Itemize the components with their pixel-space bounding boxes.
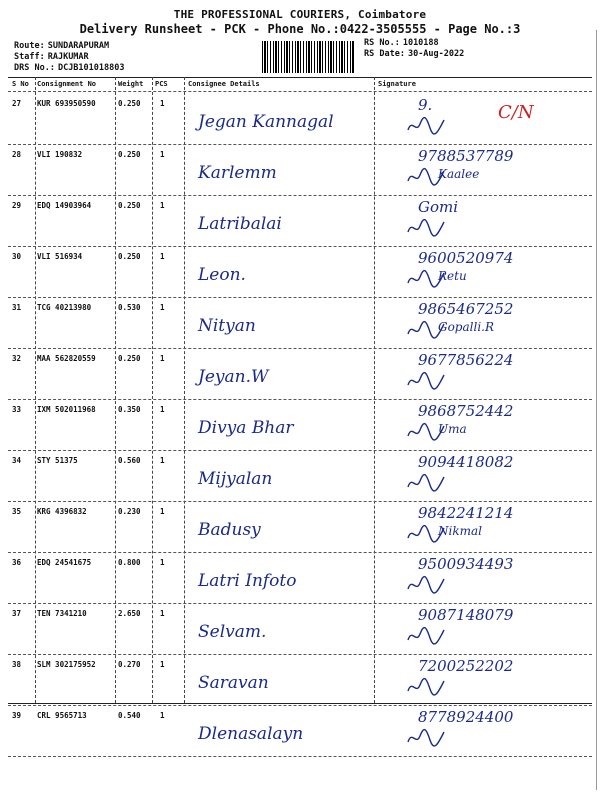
- signature-phone-handwriting: 9094418082: [418, 453, 514, 471]
- consignee-handwriting: Nityan: [198, 316, 256, 336]
- table-row: [8, 604, 592, 655]
- signature-scribble-icon: [406, 420, 446, 442]
- runsheet-subtitle: Delivery Runsheet - PCK - Phone No.:0422-3505555 - Page No.:3: [79, 22, 521, 36]
- signature-scribble-icon: [406, 624, 446, 646]
- signature-scribble-icon: [406, 318, 446, 340]
- weight-value: 0.230: [118, 507, 141, 516]
- signature-scribble-icon: [406, 471, 446, 493]
- pcs-value: 1: [160, 354, 165, 363]
- pcs-value: 1: [160, 456, 165, 465]
- route-line: [14, 41, 109, 51]
- signature-phone-handwriting: 9865467252: [418, 300, 514, 318]
- rs-date-label: RS Date:: [364, 49, 405, 59]
- pcs-value: 1: [160, 303, 165, 312]
- signature-phone-handwriting: 9500934493: [418, 555, 514, 573]
- signature-name-handwriting: Retu: [438, 269, 467, 283]
- serial-number: 34: [12, 456, 22, 465]
- barcode: [262, 41, 354, 73]
- signature-phone-handwriting: 9600520974: [418, 249, 514, 267]
- rs-date-line: [364, 49, 464, 59]
- weight-value: 0.250: [118, 252, 141, 261]
- signature-scribble-icon: [406, 267, 446, 289]
- serial-number: 36: [12, 558, 22, 567]
- consignee-handwriting: Leon.: [198, 265, 246, 285]
- signature-phone-handwriting: 9842241214: [418, 504, 514, 522]
- weight-value: 0.250: [118, 201, 141, 210]
- serial-number: 39: [12, 711, 22, 720]
- serial-number: 29: [12, 201, 22, 210]
- serial-number: 27: [12, 99, 22, 108]
- weight-value: 0.530: [118, 303, 141, 312]
- col-signature: Signature: [378, 80, 416, 88]
- table-bottom-border: [8, 703, 592, 704]
- table-row: [8, 400, 592, 451]
- table-row: [8, 247, 592, 298]
- signature-name-handwriting: Kaalee: [438, 167, 480, 181]
- consignee-handwriting: Divya Bhar: [198, 418, 294, 438]
- consignment-number: VLI 516934: [37, 252, 83, 261]
- table-row: [8, 502, 592, 553]
- signature-phone-handwriting: 7200252202: [418, 657, 514, 675]
- serial-number: 35: [12, 507, 22, 516]
- consignment-number: EDQ 24541675: [37, 558, 92, 567]
- signature-phone-handwriting: 9677856224: [418, 351, 514, 369]
- serial-number: 38: [12, 660, 22, 669]
- route-label: Route:: [14, 41, 45, 51]
- staff-label: Staff:: [14, 52, 45, 62]
- consignment-number: KRG 4396832: [37, 507, 87, 516]
- consignee-handwriting: Jegan Kannagal: [198, 112, 334, 132]
- pcs-value: 1: [160, 711, 165, 720]
- consignment-number: KUR 693950590: [37, 99, 96, 108]
- consignment-number: TCG 40213980: [37, 303, 92, 312]
- table-row: [8, 655, 592, 706]
- route-value: SUNDARAPURAM: [47, 41, 110, 51]
- serial-number: 33: [12, 405, 22, 414]
- rs-date-value: 30-Aug-2022: [407, 49, 465, 59]
- red-annotation: C/N: [498, 102, 534, 123]
- consignee-handwriting: Dlenasalayn: [198, 724, 304, 744]
- weight-value: 0.250: [118, 150, 141, 159]
- serial-number: 30: [12, 252, 22, 261]
- serial-number: 28: [12, 150, 22, 159]
- drs-line: [14, 63, 124, 73]
- signature-phone-handwriting: 9.: [418, 96, 433, 114]
- signature-scribble-icon: [406, 573, 446, 595]
- consignee-handwriting: Latribalai: [198, 214, 282, 234]
- signature-phone-handwriting: Gomi: [418, 198, 459, 216]
- weight-value: 0.270: [118, 660, 141, 669]
- drs-value: DCJB101018803: [57, 63, 125, 73]
- pcs-value: 1: [160, 405, 165, 414]
- signature-phone-handwriting: 9788537789: [418, 147, 514, 165]
- weight-value: 0.540: [118, 711, 141, 720]
- drs-label: DRS No.:: [14, 63, 55, 73]
- col-weight: Weight: [118, 80, 144, 88]
- table-row: [8, 349, 592, 400]
- col-sno: S No: [12, 80, 29, 88]
- pcs-value: 1: [160, 660, 165, 669]
- consignment-number: STY 51375: [37, 456, 78, 465]
- consignment-number: CRL 9565713: [37, 711, 87, 720]
- consignee-handwriting: Jeyan.W: [198, 367, 269, 387]
- consignee-handwriting: Karlemm: [198, 163, 277, 183]
- pcs-value: 1: [160, 201, 165, 210]
- pcs-value: 1: [160, 558, 165, 567]
- table-top-border: [8, 77, 592, 78]
- col-consignment: Consignment No: [37, 80, 97, 88]
- rs-no-line: [364, 38, 439, 48]
- signature-name-handwriting: Gopalli.R: [438, 320, 495, 334]
- consignment-number: IXM 502011968: [37, 405, 96, 414]
- pcs-value: 1: [160, 609, 165, 618]
- signature-phone-handwriting: 8778924400: [418, 708, 514, 726]
- weight-value: 0.250: [118, 99, 141, 108]
- weight-value: 2.650: [118, 609, 141, 618]
- table-row: [8, 451, 592, 502]
- table-row: [8, 298, 592, 349]
- weight-value: 0.800: [118, 558, 141, 567]
- signature-phone-handwriting: 9087148079: [418, 606, 514, 624]
- staff-value: RAJKUMAR: [47, 52, 89, 62]
- consignment-number: EDQ 14903964: [37, 201, 92, 210]
- pcs-value: 1: [160, 507, 165, 516]
- consignment-number: SLM 302175952: [37, 660, 96, 669]
- consignee-handwriting: Badusy: [198, 520, 261, 540]
- pcs-value: 1: [160, 252, 165, 261]
- signature-name-handwriting: Uma: [438, 422, 467, 436]
- signature-scribble-icon: [406, 216, 446, 238]
- rs-no-label: RS No.:: [364, 38, 400, 48]
- table-row: [8, 145, 592, 196]
- signature-scribble-icon: [406, 522, 446, 544]
- consignee-handwriting: Mijyalan: [198, 469, 273, 489]
- table-row: [8, 706, 592, 757]
- consignment-number: VLI 190832: [37, 150, 83, 159]
- company-title: THE PROFESSIONAL COURIERS, Coimbatore: [173, 8, 427, 21]
- weight-value: 0.350: [118, 405, 141, 414]
- rs-no-value: 1010188: [402, 38, 439, 48]
- col-pcs: PCS: [155, 80, 168, 88]
- signature-scribble-icon: [406, 675, 446, 697]
- consignee-handwriting: Selvam.: [198, 622, 267, 642]
- signature-scribble-icon: [406, 726, 446, 748]
- page-edge-line: [596, 30, 600, 790]
- pcs-value: 1: [160, 99, 165, 108]
- table-row: [8, 94, 592, 145]
- consignment-number: MAA 562820559: [37, 354, 96, 363]
- weight-value: 0.560: [118, 456, 141, 465]
- signature-scribble-icon: [406, 369, 446, 391]
- serial-number: 32: [12, 354, 22, 363]
- header-divider: [8, 91, 592, 92]
- pcs-value: 1: [160, 150, 165, 159]
- signature-name-handwriting: Nikmal: [438, 524, 482, 538]
- table-row: [8, 196, 592, 247]
- table-row: [8, 553, 592, 604]
- signature-phone-handwriting: 9868752442: [418, 402, 514, 420]
- consignee-handwriting: Latri Infoto: [198, 571, 297, 591]
- signature-scribble-icon: [406, 114, 446, 136]
- consignment-number: TEN 7341210: [37, 609, 87, 618]
- serial-number: 37: [12, 609, 22, 618]
- consignee-handwriting: Saravan: [198, 673, 269, 693]
- staff-line: [14, 52, 89, 62]
- signature-scribble-icon: [406, 165, 446, 187]
- col-consignee: Consignee Details: [188, 80, 260, 88]
- serial-number: 31: [12, 303, 22, 312]
- weight-value: 0.250: [118, 354, 141, 363]
